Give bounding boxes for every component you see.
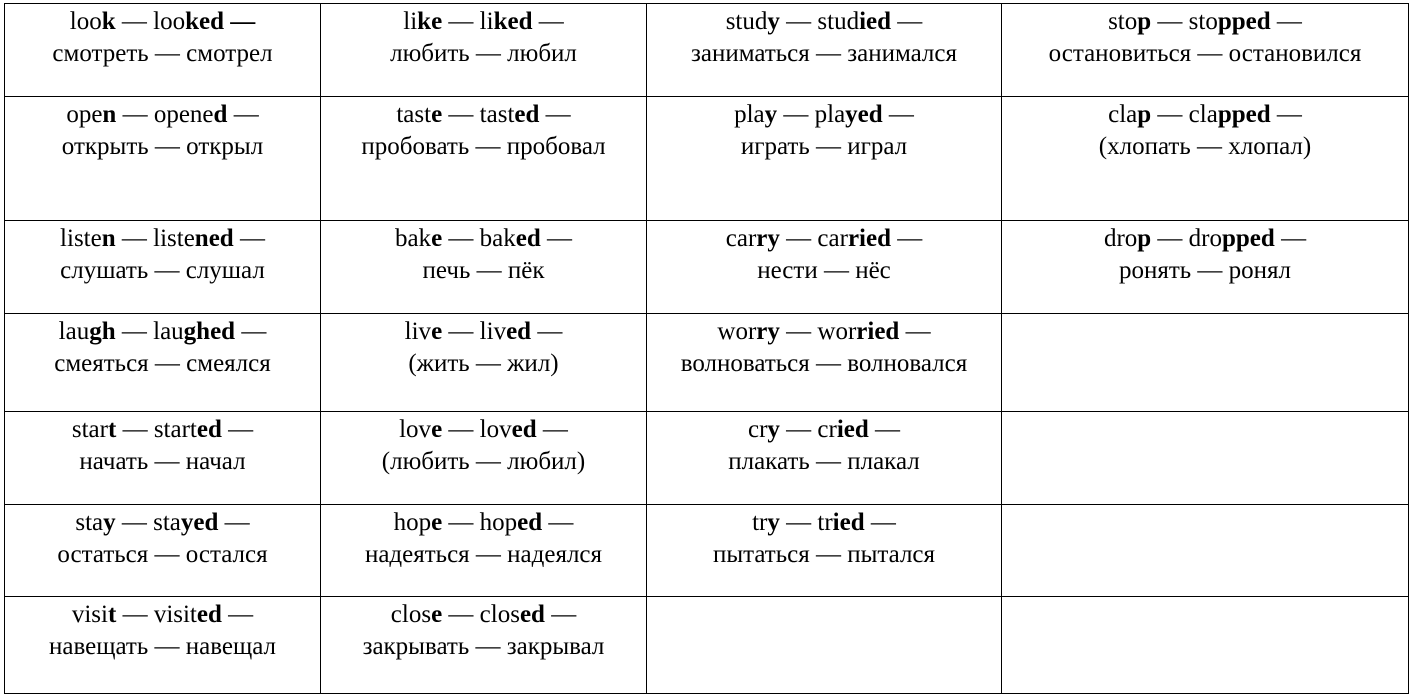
bold-segment: ed: [511, 416, 537, 443]
text-segment: — opene: [116, 101, 214, 128]
english-verb-forms: [325, 414, 642, 446]
text-segment: —: [221, 416, 254, 443]
text-segment: — dro: [1151, 225, 1222, 252]
text-segment: — liv: [442, 318, 507, 345]
bold-segment: e: [431, 416, 443, 443]
russian-translation: волноваться — волновался: [680, 350, 968, 377]
bold-segment: ry: [756, 318, 780, 345]
text-segment: cla: [1108, 101, 1138, 128]
table-cell: [647, 314, 1002, 412]
english-verb-forms: [651, 507, 997, 539]
russian-translation: заниматься — занимался: [690, 40, 957, 67]
text-segment: —: [233, 225, 265, 252]
russian-translation: пробовать — пробовал: [361, 133, 606, 160]
table-cell: [1002, 4, 1409, 97]
table-row: [5, 97, 1409, 221]
table-cell: [647, 97, 1002, 221]
table-cell: [321, 314, 647, 412]
english-verb-forms: [651, 223, 997, 255]
russian-translation: закрывать — закрывал: [362, 633, 605, 660]
table-cell: [5, 97, 321, 221]
english-verb-forms: [325, 223, 642, 255]
text-segment: star: [71, 416, 108, 443]
bold-segment: e: [431, 509, 443, 536]
text-segment: hop: [393, 509, 432, 536]
table-cell: [647, 505, 1002, 597]
russian-translation: надеяться — надеялся: [364, 541, 603, 568]
text-segment: sto: [1108, 8, 1138, 35]
text-segment: —: [539, 101, 571, 128]
bold-segment: pped: [1222, 225, 1275, 252]
table-cell: [321, 597, 647, 694]
table-row: [5, 221, 1409, 314]
table-cell: [1002, 412, 1409, 505]
bold-segment: e: [431, 225, 443, 252]
text-segment: bak: [394, 225, 432, 252]
text-segment: tr: [752, 509, 768, 536]
bold-segment: ried: [847, 225, 891, 252]
russian-translation: остановиться — остановился: [1048, 40, 1362, 67]
text-segment: — pla: [777, 101, 846, 128]
bold-segment: k: [101, 8, 116, 35]
english-verb-forms: [651, 6, 997, 38]
table-cell: [1002, 314, 1409, 412]
table-cell: [321, 221, 647, 314]
text-segment: — lau: [115, 318, 184, 345]
russian-translation: открыть — открыл: [61, 133, 264, 160]
text-segment: — hop: [442, 509, 518, 536]
text-segment: —: [882, 101, 914, 128]
text-segment: —: [864, 509, 896, 536]
text-segment: lov: [399, 416, 432, 443]
table-row: [5, 4, 1409, 97]
table-row: [5, 314, 1409, 412]
table-cell: [5, 597, 321, 694]
table-row: [5, 505, 1409, 597]
text-segment: —: [542, 509, 574, 536]
bold-segment: ried: [856, 318, 900, 345]
bold-segment: e: [431, 601, 443, 628]
bold-segment: ed: [506, 318, 532, 345]
text-segment: — sto: [1151, 8, 1218, 35]
russian-translation: любить — любил: [390, 40, 577, 67]
table-cell: [647, 412, 1002, 505]
text-segment: —: [221, 601, 254, 628]
english-verb-forms: [325, 99, 642, 131]
text-segment: — bak: [442, 225, 516, 252]
table-cell: [1002, 597, 1409, 694]
text-segment: — tast: [442, 101, 515, 128]
english-verb-forms: [325, 6, 642, 38]
bold-segment: t: [107, 416, 117, 443]
text-segment: stud: [725, 8, 768, 35]
russian-translation: остаться — остался: [57, 541, 268, 568]
russian-translation: печь — пёк: [422, 257, 545, 284]
table-cell: [321, 4, 647, 97]
bold-segment: yed: [180, 509, 219, 536]
bold-segment: ed: [519, 601, 545, 628]
text-segment: —: [235, 318, 267, 345]
text-segment: ope: [66, 101, 103, 128]
bold-segment: y: [767, 416, 780, 443]
verb-table-body: [5, 4, 1409, 694]
text-segment: — clos: [442, 601, 520, 628]
text-segment: li: [403, 8, 418, 35]
text-segment: — start: [116, 416, 197, 443]
table-cell: [647, 221, 1002, 314]
table-cell: [5, 412, 321, 505]
bold-segment: e: [431, 318, 443, 345]
russian-translation: ронять — ронял: [1118, 257, 1292, 284]
table-cell: [647, 597, 1002, 694]
text-segment: — loo: [115, 8, 186, 35]
text-segment: car: [725, 225, 757, 252]
english-verb-forms: [1006, 99, 1404, 131]
text-segment: —: [1274, 225, 1307, 252]
text-segment: — cla: [1151, 101, 1218, 128]
text-segment: pla: [734, 101, 765, 128]
english-verb-forms: [325, 507, 642, 539]
russian-translation: смотреть — смотрел: [52, 40, 273, 67]
russian-translation: играть — играл: [740, 133, 908, 160]
russian-translation: навещать — навещал: [48, 633, 277, 660]
english-verb-forms: [651, 414, 997, 446]
english-verb-forms: [9, 414, 316, 446]
text-segment: lau: [58, 318, 90, 345]
text-segment: —: [1270, 101, 1302, 128]
table-row: [5, 597, 1409, 694]
text-segment: clos: [390, 601, 432, 628]
english-verb-forms: [651, 99, 997, 131]
bold-segment: ked: [185, 8, 224, 35]
russian-translation: слушать — слушал: [60, 257, 265, 284]
russian-translation: пытаться — пытался: [712, 541, 936, 568]
text-segment: —: [1270, 8, 1302, 35]
bold-segment: ed: [514, 101, 540, 128]
text-segment: —: [868, 416, 901, 443]
bold-segment: pped: [1217, 8, 1271, 35]
english-verb-forms: [1006, 6, 1404, 38]
text-segment: — cr: [779, 416, 837, 443]
english-verb-forms: [9, 599, 316, 631]
russian-translation: (любить — любил): [381, 448, 586, 475]
bold-segment: ied: [836, 416, 869, 443]
bold-segment: n: [102, 101, 117, 128]
verb-table: [4, 3, 1409, 694]
text-segment: —: [218, 509, 250, 536]
text-segment: liv: [404, 318, 432, 345]
bold-segment: yed: [845, 101, 883, 128]
text-segment: —: [891, 8, 923, 35]
table-cell: [1002, 505, 1409, 597]
table-cell: [5, 221, 321, 314]
bold-segment: pped: [1217, 101, 1271, 128]
english-verb-forms: [325, 599, 642, 631]
english-verb-forms: [651, 316, 997, 348]
english-verb-forms: [1006, 223, 1404, 255]
text-segment: — car: [779, 225, 848, 252]
text-segment: cr: [747, 416, 768, 443]
bold-segment: ked: [493, 8, 533, 35]
russian-translation: плакать — плакал: [728, 448, 920, 475]
table-cell: [1002, 221, 1409, 314]
bold-segment: ed: [196, 416, 222, 443]
bold-segment: ry: [756, 225, 780, 252]
bold-segment: ke: [417, 8, 443, 35]
english-verb-forms: [325, 316, 642, 348]
text-segment: —: [536, 416, 568, 443]
english-verb-forms: [9, 507, 316, 539]
text-segment: liste: [60, 225, 102, 252]
text-segment: — sta: [115, 509, 181, 536]
bold-segment: p: [1137, 8, 1152, 35]
bold-segment: ed: [515, 225, 541, 252]
bold-segment: y: [767, 509, 780, 536]
bold-segment: e: [431, 101, 443, 128]
table-row: [5, 412, 1409, 505]
bold-segment: ned: [194, 225, 234, 252]
bold-segment: p: [1137, 101, 1152, 128]
russian-translation: смеяться — смеялся: [54, 350, 271, 377]
text-segment: —: [540, 225, 573, 252]
bold-segment: ghed: [183, 318, 236, 345]
bold-segment: ed: [517, 509, 543, 536]
bold-segment: y: [103, 509, 116, 536]
table-cell: [647, 4, 1002, 97]
text-segment: sta: [75, 509, 104, 536]
text-segment: —: [899, 318, 931, 345]
table-cell: [321, 97, 647, 221]
text-segment: tast: [396, 101, 432, 128]
text-segment: —: [890, 225, 923, 252]
bold-segment: ied: [832, 509, 865, 536]
text-segment: — wor: [779, 318, 857, 345]
text-segment: —: [532, 8, 564, 35]
table-cell: [1002, 97, 1409, 221]
bold-segment: y: [764, 101, 778, 128]
russian-translation: нести — нёс: [757, 257, 891, 284]
text-segment: — visit: [116, 601, 197, 628]
russian-translation: (жить — жил): [408, 350, 559, 377]
text-segment: —: [544, 601, 577, 628]
text-segment: — liste: [115, 225, 195, 252]
text-segment: — stud: [779, 8, 860, 35]
english-verb-forms: [9, 223, 316, 255]
english-verb-forms: [9, 316, 316, 348]
text-segment: loo: [69, 8, 102, 35]
bold-segment: p: [1137, 225, 1152, 252]
english-verb-forms: [9, 6, 316, 38]
text-segment: — tr: [779, 509, 833, 536]
table-cell: [321, 412, 647, 505]
bold-segment: —: [223, 8, 256, 35]
bold-segment: ed: [196, 601, 222, 628]
text-segment: — lov: [442, 416, 512, 443]
table-cell: [5, 314, 321, 412]
bold-segment: d: [213, 101, 228, 128]
bold-segment: t: [107, 601, 117, 628]
bold-segment: gh: [89, 318, 116, 345]
bold-segment: n: [101, 225, 116, 252]
russian-translation: (хлопать — хлопал): [1098, 133, 1312, 160]
text-segment: visi: [71, 601, 108, 628]
text-segment: —: [227, 101, 259, 128]
bold-segment: y: [767, 8, 780, 35]
table-cell: [321, 505, 647, 597]
bold-segment: ied: [859, 8, 892, 35]
text-segment: wor: [717, 318, 757, 345]
text-segment: — li: [442, 8, 494, 35]
table-cell: [5, 505, 321, 597]
text-segment: dro: [1103, 225, 1138, 252]
text-segment: —: [531, 318, 563, 345]
russian-translation: начать — начал: [79, 448, 246, 475]
english-verb-forms: [9, 99, 316, 131]
table-cell: [5, 4, 321, 97]
